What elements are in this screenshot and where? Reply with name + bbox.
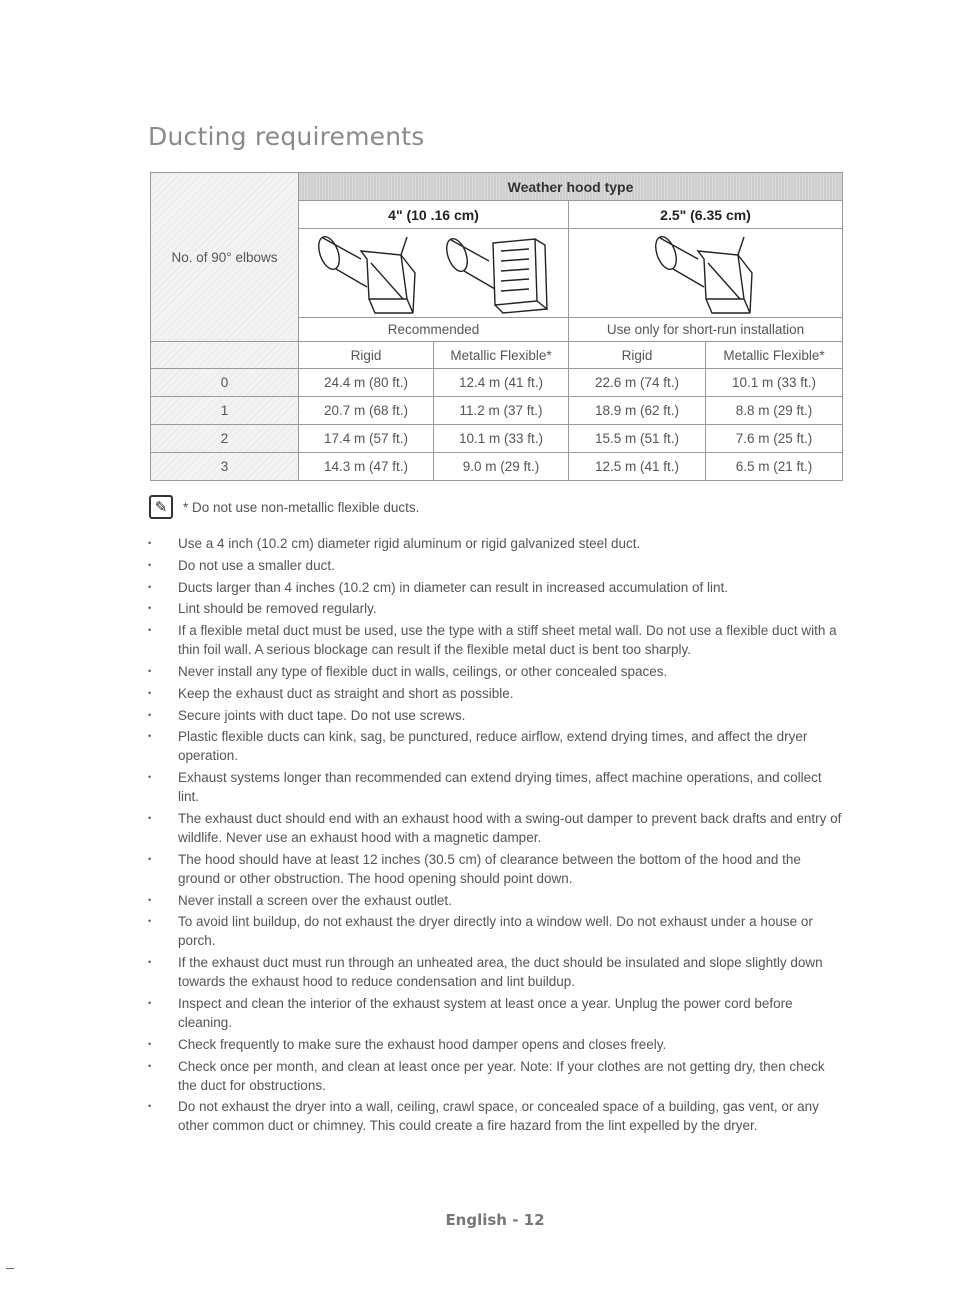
table-cell: 15.5 m (51 ft.)	[569, 425, 706, 453]
list-item: • Exhaust systems longer than recommended can extend drying times, affect machine operations, and collect lint.	[148, 768, 843, 806]
list-item: • Check frequently to make sure the exhaust hood damper opens and closes freely.	[148, 1035, 843, 1054]
ducting-table	[150, 172, 843, 481]
table-row	[151, 425, 843, 453]
caption-short-run: Use only for short-run installation	[569, 318, 843, 342]
louvered-hood-icon	[442, 236, 546, 313]
elbow-count: 0	[151, 369, 299, 397]
page-title: Ducting requirements	[148, 122, 425, 151]
table-cell: 22.6 m (74 ft.)	[569, 369, 706, 397]
list-item: • Plastic flexible ducts can kink, sag, be punctured, reduce airflow, extend drying times, and affect the dryer operation.	[148, 727, 843, 765]
list-item: • Check once per month, and clean at least once per year. Note: If your clothes are not getting dry, then check the duct for obstructions.	[148, 1057, 843, 1095]
table-cell: 18.9 m (62 ft.)	[569, 397, 706, 425]
note	[149, 494, 419, 520]
table-cell: 9.0 m (29 ft.)	[434, 453, 569, 481]
list-item: • Use a 4 inch (10.2 cm) diameter rigid aluminum or rigid galvanized steel duct.	[148, 534, 843, 553]
duct-type-blank	[151, 342, 299, 369]
hood-4in-figure	[299, 229, 569, 318]
elbows-header-cell	[151, 173, 299, 342]
duct-type-flexible: Metallic Flexible*	[706, 342, 843, 369]
hood-4in-illustration	[309, 229, 559, 317]
list-item: • Do not exhaust the dryer into a wall, ceiling, crawl space, or concealed space of a building, gas vent, or any other common duct or chimney. This could create a fire hazard from the lint expelled by the dryer.	[148, 1097, 843, 1135]
list-item: • Keep the exhaust duct as straight and short as possible.	[148, 684, 843, 703]
table-cell: 10.1 m (33 ft.)	[434, 425, 569, 453]
damper-hood-icon	[314, 234, 414, 313]
list-item: • Never install a screen over the exhaust outlet.	[148, 891, 843, 910]
hood-size-4in: 4" (10 .16 cm)	[299, 201, 569, 229]
elbow-count: 2	[151, 425, 299, 453]
table-row	[151, 397, 843, 425]
table-cell: 6.5 m (21 ft.)	[706, 453, 843, 481]
table-cell: 12.4 m (41 ft.)	[434, 369, 569, 397]
hood-2-5in-illustration	[626, 229, 786, 317]
elbow-count: 1	[151, 397, 299, 425]
table-cell: 12.5 m (41 ft.)	[569, 453, 706, 481]
list-item: • To avoid lint buildup, do not exhaust the dryer directly into a window well. Do not exhaust under a house or porch.	[148, 912, 843, 950]
duct-type-flexible: Metallic Flexible*	[434, 342, 569, 369]
list-item: • Never install any type of flexible duct in walls, ceilings, or other concealed spaces.	[148, 662, 843, 681]
list-item: • If a flexible metal duct must be used, use the type with a stiff sheet metal wall. Do not use a flexible duct with a thin foil wall. A serious blockage can result if the flexible metal duct is bent too sharply.	[148, 621, 843, 659]
table-row	[151, 453, 843, 481]
list-item: • Inspect and clean the interior of the exhaust system at least once a year. Unplug the power cord before cleaning.	[148, 994, 843, 1032]
hood-size-2-5in: 2.5" (6.35 cm)	[569, 201, 843, 229]
list-item: • Secure joints with duct tape. Do not use screws.	[148, 706, 843, 725]
table-cell: 11.2 m (37 ft.)	[434, 397, 569, 425]
list-item: • Do not use a smaller duct.	[148, 556, 843, 575]
page-footer: English - 12	[445, 1211, 545, 1229]
elbow-count: 3	[151, 453, 299, 481]
margin-tick	[6, 1268, 14, 1269]
note-pencil-icon: ✎	[149, 495, 173, 519]
damper-hood-icon	[651, 234, 751, 313]
note-text: * Do not use non-metallic flexible ducts.	[183, 499, 420, 515]
table-cell: 10.1 m (33 ft.)	[706, 369, 843, 397]
requirements-list	[148, 534, 843, 1138]
list-item: • If the exhaust duct must run through an unheated area, the duct should be insulated and slope slightly down towards the exhaust hood to reduce condensation and lint buildup.	[148, 953, 843, 991]
hood-2-5in-figure	[569, 229, 843, 318]
table-cell: 7.6 m (25 ft.)	[706, 425, 843, 453]
list-item: • Lint should be removed regularly.	[148, 599, 843, 618]
table-cell: 17.4 m (57 ft.)	[299, 425, 434, 453]
table-cell: 24.4 m (80 ft.)	[299, 369, 434, 397]
caption-recommended: Recommended	[299, 318, 569, 342]
elbows-label: No. of 90° elbows	[171, 249, 278, 265]
list-item: • The exhaust duct should end with an exhaust hood with a swing-out damper to prevent back drafts and entry of wildlife. Never use an exhaust hood with a magnetic damper.	[148, 809, 843, 847]
duct-type-rigid: Rigid	[569, 342, 706, 369]
list-item: • The hood should have at least 12 inches (30.5 cm) of clearance between the bottom of the hood and the ground or other obstruction. The hood opening should point down.	[148, 850, 843, 888]
table-row	[151, 369, 843, 397]
duct-type-rigid: Rigid	[299, 342, 434, 369]
table-cell: 20.7 m (68 ft.)	[299, 397, 434, 425]
table-cell: 14.3 m (47 ft.)	[299, 453, 434, 481]
table-cell: 8.8 m (29 ft.)	[706, 397, 843, 425]
list-item: • Ducts larger than 4 inches (10.2 cm) in diameter can result in increased accumulation of lint.	[148, 578, 843, 597]
weather-hood-header: Weather hood type	[299, 173, 843, 201]
